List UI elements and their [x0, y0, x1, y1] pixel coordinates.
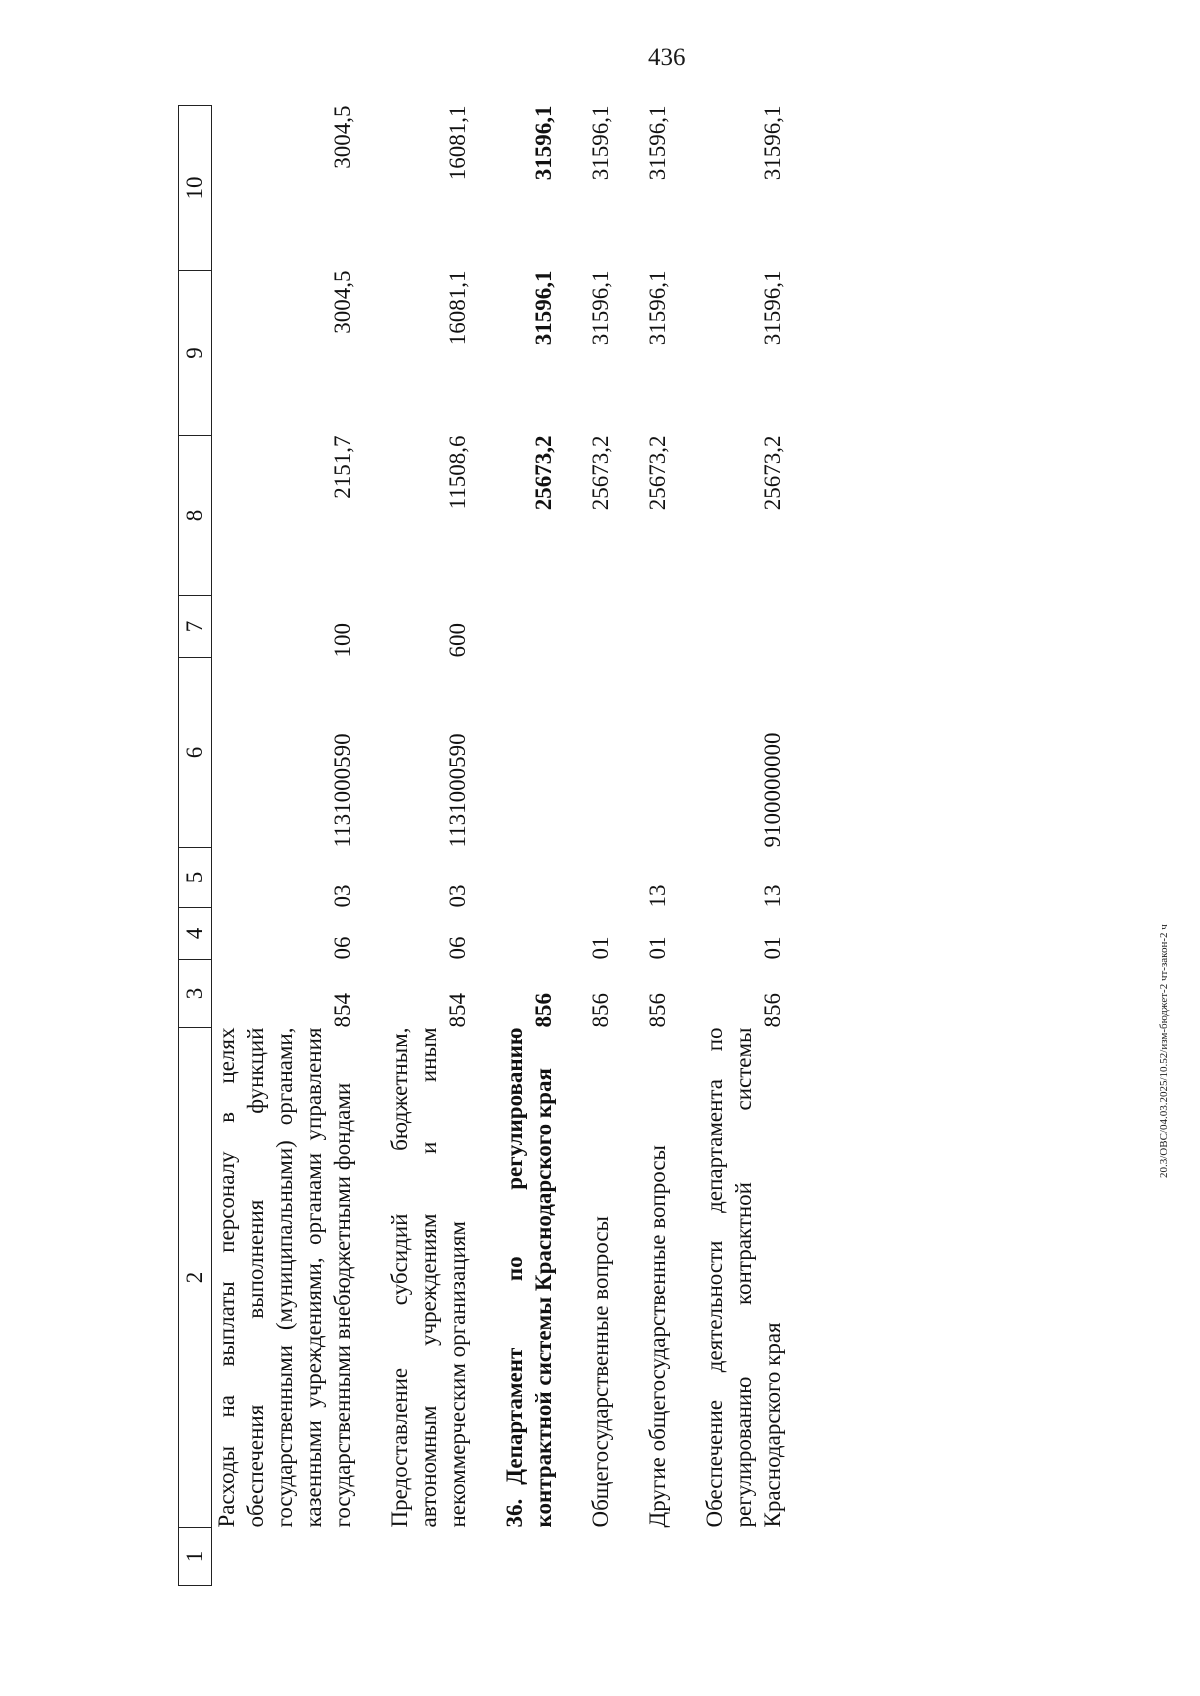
code-cell: 03: [330, 884, 355, 908]
code-cell: 06: [330, 936, 355, 960]
page-number: 436: [648, 44, 686, 71]
code-cell: 600: [445, 623, 470, 658]
amount-cell: 16081,1: [445, 270, 470, 346]
table-row: [385, 106, 472, 1586]
code-cell: 854: [445, 993, 470, 1028]
code-cell: 03: [445, 884, 470, 908]
code-cell: 13: [760, 884, 785, 908]
amount-cell: 31596,1: [645, 270, 670, 346]
table-row: [700, 106, 787, 1586]
header-cell: 10: [179, 106, 212, 271]
code-cell: 854: [330, 993, 355, 1028]
row-spacer: [672, 106, 700, 1586]
footer-document-id: 20.3/ОВС/04.03.2025/10.52/изм-бюджет-2 чт-закон-2 ч: [1158, 924, 1170, 1178]
code-cell: 856: [531, 993, 556, 1028]
code-cell: [586, 848, 615, 908]
row-name: Обеспечение деятельности департамента по регулированию контрактной системы Краснодарского края: [702, 1027, 785, 1528]
code-cell: 856: [645, 993, 670, 1028]
row-number: [212, 1528, 358, 1586]
header-cell: 6: [179, 658, 212, 848]
code-cell: 856: [588, 993, 613, 1028]
header-cell: 8: [179, 436, 212, 596]
row-number: [643, 1528, 672, 1586]
amount-cell: 25673,2: [645, 435, 670, 511]
row-name: Расходы на выплаты персоналу в целях обеспечения выполнения функций государственными (муниципальными) органами, казенными учреждениями, органами управления государственными внебюджетными фондами: [214, 1027, 355, 1528]
amount-cell: 16081,1: [445, 105, 470, 181]
amount-cell: 31596,1: [588, 105, 613, 181]
code-cell: 01: [760, 936, 785, 960]
amount-cell: 25673,2: [588, 435, 613, 511]
code-cell: 100: [330, 623, 355, 658]
code-cell: 01: [645, 936, 670, 960]
row-spacer: [615, 106, 643, 1586]
row-number: [700, 1528, 787, 1586]
section-name-cell: [500, 1028, 558, 1528]
section-number-cell: [500, 1528, 558, 1586]
row-name: Общегосударственные вопросы: [588, 1216, 613, 1528]
code-cell: [500, 658, 558, 848]
amount-cell: 25673,2: [531, 435, 556, 511]
row-number: [586, 1528, 615, 1586]
code-cell: [586, 596, 615, 658]
header-cell: 7: [179, 596, 212, 658]
amount-cell: 31596,1: [760, 270, 785, 346]
code-cell: 01: [588, 936, 613, 960]
amount-cell: 31596,1: [531, 105, 556, 181]
header-cell: 5: [179, 848, 212, 908]
amount-cell: 31596,1: [531, 270, 556, 346]
budget-table: [178, 105, 787, 1586]
row-name: Предоставление субсидий бюджетным, автономным учреждениям и иным некоммерческим организациям: [387, 1027, 470, 1528]
amount-cell: 11508,6: [445, 435, 470, 510]
table-row: [643, 106, 672, 1586]
amount-cell: 2151,7: [330, 435, 355, 499]
table-row: [586, 106, 615, 1586]
code-cell: 856: [760, 993, 785, 1028]
code-cell: 1131000590: [445, 733, 470, 848]
row-name: Другие общегосударственные вопросы: [645, 1145, 670, 1528]
amount-cell: 31596,1: [588, 270, 613, 346]
amount-cell: 31596,1: [760, 105, 785, 181]
code-cell: [500, 848, 558, 908]
amount-cell: 31596,1: [645, 105, 670, 181]
row-name: Департамент по регулированию контрактной системы Краснодарского края: [502, 1027, 556, 1528]
header-cell: 9: [179, 271, 212, 436]
code-cell: 13: [645, 884, 670, 908]
row-number: [385, 1528, 472, 1586]
amount-cell: 3004,5: [330, 270, 355, 334]
code-cell: 9100000000: [760, 732, 785, 848]
row-spacer: [472, 106, 500, 1586]
table-row-section: [500, 106, 558, 1586]
code-cell: [643, 658, 672, 848]
amount-cell: 25673,2: [760, 435, 785, 511]
rotated-table-container: [178, 106, 787, 1586]
code-cell: [500, 908, 558, 960]
code-cell: [500, 596, 558, 658]
row-spacer: [357, 106, 385, 1586]
code-cell: [643, 596, 672, 658]
row-spacer: [558, 106, 586, 1586]
header-cell: 4: [179, 908, 212, 960]
table-row: [212, 106, 358, 1586]
code-cell: 06: [445, 936, 470, 960]
amount-cell: 3004,5: [330, 105, 355, 169]
section-number: 36.: [502, 1498, 527, 1528]
code-cell: [586, 658, 615, 848]
header-cell: 3: [179, 960, 212, 1028]
header-cell: 2: [179, 1028, 212, 1528]
code-cell: 1131000590: [330, 733, 355, 848]
table-header-row: [179, 106, 212, 1586]
code-cell: [700, 596, 787, 658]
header-cell: 1: [179, 1528, 212, 1586]
